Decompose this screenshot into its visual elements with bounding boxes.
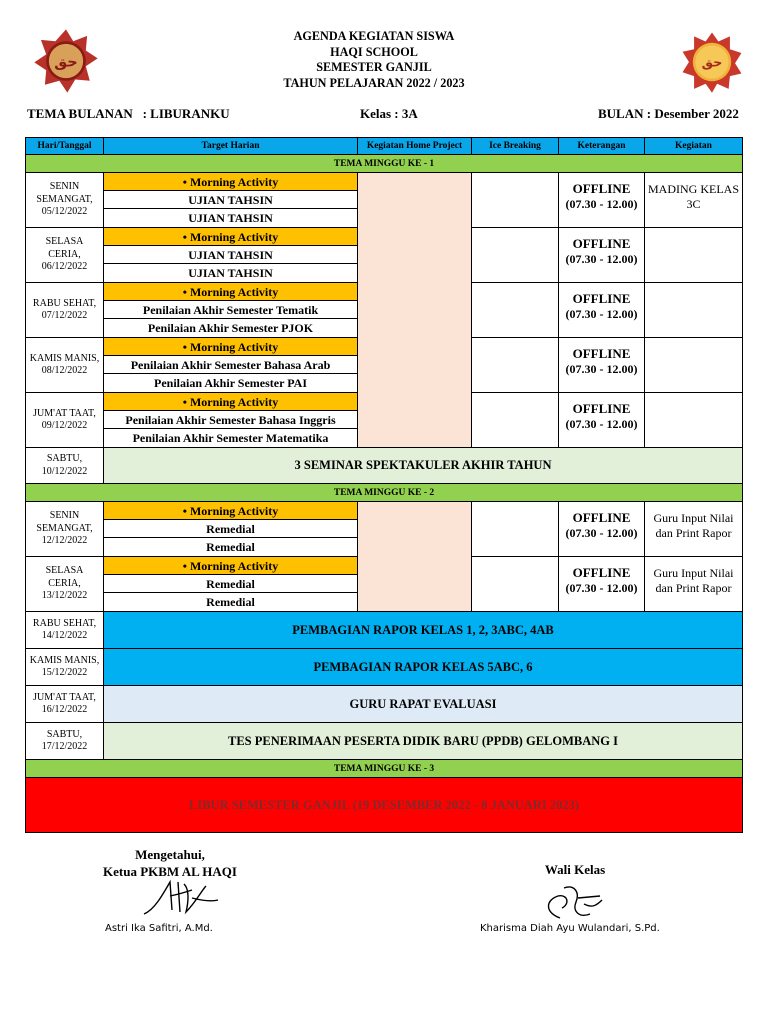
day-cell: JUM'AT TAAT, 09/12/2022 (26, 393, 104, 448)
ice-breaking-cell (472, 338, 559, 393)
signature-left-heading: Mengetahui, Ketua PKBM AL HAQI (103, 847, 237, 879)
signature-right-image (540, 878, 610, 924)
kegiatan-cell: Guru Input Nilai dan Print Rapor (645, 502, 743, 557)
col-hari-tanggal: Hari/Tanggal (26, 138, 104, 155)
col-home-project: Kegiatan Home Project (358, 138, 472, 155)
target-cell: • Morning Activity Penilaian Akhir Semester Bahasa Arab Penilaian Akhir Semester PAI (104, 338, 358, 393)
day-cell: JUM'AT TAAT, 16/12/2022 (26, 686, 104, 723)
kegiatan-cell (645, 283, 743, 338)
kelas: Kelas : 3A (360, 106, 418, 121)
col-ice-breaking: Ice Breaking (472, 138, 559, 155)
title-line-4: TAHUN PELAJARAN 2022 / 2023 (283, 75, 465, 90)
table-row (26, 173, 743, 228)
libur-cell: LIBUR SEMESTER GANJIL (19 DESEMBER 2022 - 8 JANUARI 2023) (26, 778, 743, 833)
kegiatan-cell: MADING KELAS 3C (645, 173, 743, 228)
morning-activity: • Morning Activity (104, 173, 357, 191)
day-cell: SENIN SEMANGAT, 12/12/2022 (26, 502, 104, 557)
day-cell: SELASA CERIA, 13/12/2022 (26, 557, 104, 612)
day-cell: RABU SEHAT, 07/12/2022 (26, 283, 104, 338)
week-3-row (26, 760, 743, 778)
col-target-harian: Target Harian (104, 138, 358, 155)
keterangan-cell: OFFLINE (07.30 - 12.00) (559, 502, 645, 557)
target-cell: • Morning Activity Penilaian Akhir Semester Tematik Penilaian Akhir Semester PJOK (104, 283, 358, 338)
target-cell: • Morning Activity UJIAN TAHSIN UJIAN TAHSIN (104, 228, 358, 283)
rapat-evaluasi-cell: GURU RAPAT EVALUASI (104, 686, 743, 723)
keterangan-cell: OFFLINE (07.30 - 12.00) (559, 173, 645, 228)
day-cell: SELASA CERIA, 06/12/2022 (26, 228, 104, 283)
bulan: BULAN : Desember 2022 (598, 106, 739, 121)
rapor-cell-1: PEMBAGIAN RAPOR KELAS 1, 2, 3ABC, 4AB (104, 612, 743, 649)
keterangan-cell: OFFLINE (07.30 - 12.00) (559, 228, 645, 283)
week-3-label: TEMA MINGGU KE - 3 (26, 760, 743, 778)
day-cell: KAMIS MANIS, 08/12/2022 (26, 338, 104, 393)
table-row (26, 448, 743, 484)
ice-breaking-cell (472, 228, 559, 283)
ice-breaking-cell (472, 393, 559, 448)
ice-breaking-cell (472, 502, 559, 557)
kegiatan-cell (645, 228, 743, 283)
target-cell: • Morning Activity Remedial Remedial (104, 502, 358, 557)
col-kegiatan: Kegiatan (645, 138, 743, 155)
title-line-3: SEMESTER GANJIL (316, 60, 432, 74)
day-cell: SABTU, 17/12/2022 (26, 723, 104, 760)
keterangan-cell: OFFLINE (07.30 - 12.00) (559, 283, 645, 338)
target-cell: • Morning Activity UJIAN TAHSIN UJIAN TAHSIN (104, 173, 358, 228)
ppdb-cell: TES PENERIMAAN PESERTA DIDIK BARU (PPDB) GELOMBANG I (104, 723, 743, 760)
keterangan-cell: OFFLINE (07.30 - 12.00) (559, 393, 645, 448)
tema-bulanan: TEMA BULANAN : LIBURANKU (27, 106, 230, 121)
day-cell: RABU SEHAT, 14/12/2022 (26, 612, 104, 649)
kegiatan-cell: Guru Input Nilai dan Print Rapor (645, 557, 743, 612)
day-cell: SENIN SEMANGAT, 05/12/2022 (26, 173, 104, 228)
target-cell: • Morning Activity Penilaian Akhir Semester Bahasa Inggris Penilaian Akhir Semester Matematika (104, 393, 358, 448)
school-logo-right (680, 30, 744, 94)
keterangan-cell: OFFLINE (07.30 - 12.00) (559, 557, 645, 612)
document-title (180, 29, 568, 91)
week-2-row (26, 484, 743, 502)
ice-breaking-cell (472, 283, 559, 338)
target-cell: • Morning Activity Remedial Remedial (104, 557, 358, 612)
day-cell: KAMIS MANIS, 15/12/2022 (26, 649, 104, 686)
keterangan-cell: OFFLINE (07.30 - 12.00) (559, 338, 645, 393)
table-row (26, 612, 743, 649)
table-row (26, 686, 743, 723)
title-line-1: AGENDA KEGIATAN SISWA (293, 29, 455, 43)
table-row (26, 649, 743, 686)
ice-breaking-cell (472, 557, 559, 612)
table-row (26, 502, 743, 557)
signature-left-image (140, 876, 220, 920)
agenda-table (25, 137, 743, 833)
home-project-cell (358, 173, 472, 448)
table-header-row (26, 138, 743, 155)
home-project-cell (358, 502, 472, 612)
signature-right-heading: Wali Kelas (544, 862, 606, 877)
libur-row (26, 778, 743, 833)
logo-text-left: حق (54, 54, 78, 71)
school-logo-left (33, 28, 99, 94)
kegiatan-cell (645, 393, 743, 448)
rapor-cell-2: PEMBAGIAN RAPOR KELAS 5ABC, 6 (104, 649, 743, 686)
title-line-2: HAQI SCHOOL (330, 44, 418, 59)
week-1-row (26, 155, 743, 173)
col-keterangan: Keterangan (559, 138, 645, 155)
kegiatan-cell (645, 338, 743, 393)
week-2-label: TEMA MINGGU KE - 2 (26, 484, 743, 502)
signer-left-name: Astri Ika Safitri, A.Md. (105, 923, 213, 934)
seminar-cell: 3 SEMINAR SPEKTAKULER AKHIR TAHUN (104, 448, 743, 484)
table-row (26, 723, 743, 760)
logo-text-right: حق (701, 55, 723, 71)
week-1-label: TEMA MINGGU KE - 1 (26, 155, 743, 173)
signer-right-name: Kharisma Diah Ayu Wulandari, S.Pd. (480, 923, 660, 934)
ice-breaking-cell (472, 173, 559, 228)
day-cell: SABTU, 10/12/2022 (26, 448, 104, 484)
